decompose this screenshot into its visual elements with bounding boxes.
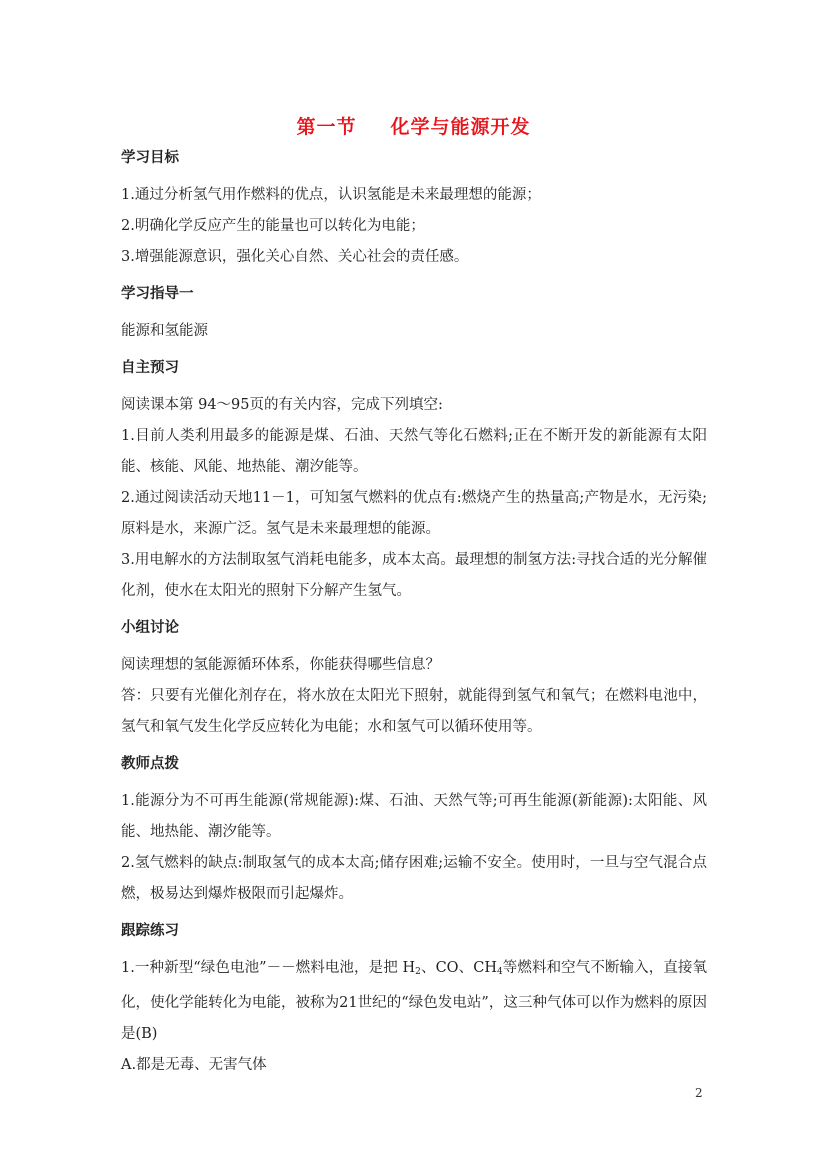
preview-item-1: 1.目前人类利用最多的能源是煤、石油、天然气等化石燃料;正在不断开发的新能源有太阳能、核能、风能、地热能、潮汐能等。 [121,428,707,475]
document-body [121,150,707,1081]
practice-option-a: A.都是无毒、无害气体 [121,1057,267,1073]
teacher-item-2: 2.氢气燃料的缺点:制取氢气的成本太高;储存困难;运输不安全。使用时，一旦与空气混合点燃，极易达到爆炸极限而引起爆炸。 [121,855,707,902]
section-heading-teacher: 教师点拨 [121,756,179,772]
preview-item-3: 3.用电解水的方法制取氢气消耗电能多，成本太高。最理想的制氢方法:寻找合适的光分解催化剂，使水在太阳光的照射下分解产生氢气。 [121,552,707,599]
discussion-answer: 答：只要有光催化剂存在，将水放在太阳光下照射，就能得到氢气和氧气；在燃料电池中，氢气和氧气发生化学反应转化为电能；水和氢气可以循环使用等。 [121,688,707,735]
subscript-h2: 2 [415,967,421,977]
teacher-item-1: 1.能源分为不可再生能源(常规能源):煤、石油、天然气等;可再生能源(新能源):太阳能、风能、地热能、潮汐能等。 [121,793,707,840]
section-heading-discussion: 小组讨论 [121,620,179,636]
goal-item-2: 2.明确化学反应产生的能量也可以转化为电能； [121,218,425,234]
preview-intro: 阅读课本第 94～95页的有关内容，完成下列填空: [121,397,443,413]
section-heading-preview: 自主预习 [121,360,179,376]
goal-item-1: 1.通过分析氢气用作燃料的优点，认识氢能是未来最理想的能源； [121,187,541,203]
subscript-ch4: 4 [496,967,503,977]
discussion-question: 阅读理想的氢能源循环体系，你能获得哪些信息？ [121,657,440,673]
goal-item-3: 3.增强能源意识，强化关心自然、关心社会的责任感。 [121,249,469,265]
page-title [0,112,827,139]
section-heading-guide1: 学习指导一 [121,286,194,302]
preview-item-2: 2.通过阅读活动天地11－1，可知氢气燃料的优点有:燃烧产生的热量高;产物是水，无污染;原料是水，来源广泛。氢气是未来最理想的能源。 [121,490,707,537]
title-section-number: 第一节 [296,116,357,138]
section-heading-goals: 学习目标 [121,150,179,166]
section-heading-practice: 跟踪练习 [121,923,179,939]
practice-question-1: 1.一种新型“绿色电池”－－燃料电池，是把 $H_2$、CO、$CH_4$等燃料和空气不断输入，直接氧化，使化学能转化为电能，被称为21世纪的“绿色发电站”，这三种气体可以作为燃料的原因是(B) [121,960,707,1042]
guide1-text: 能源和氢能源 [121,323,208,339]
title-topic: 化学与能源开发 [390,116,531,138]
page-number: 2 [695,1086,703,1100]
